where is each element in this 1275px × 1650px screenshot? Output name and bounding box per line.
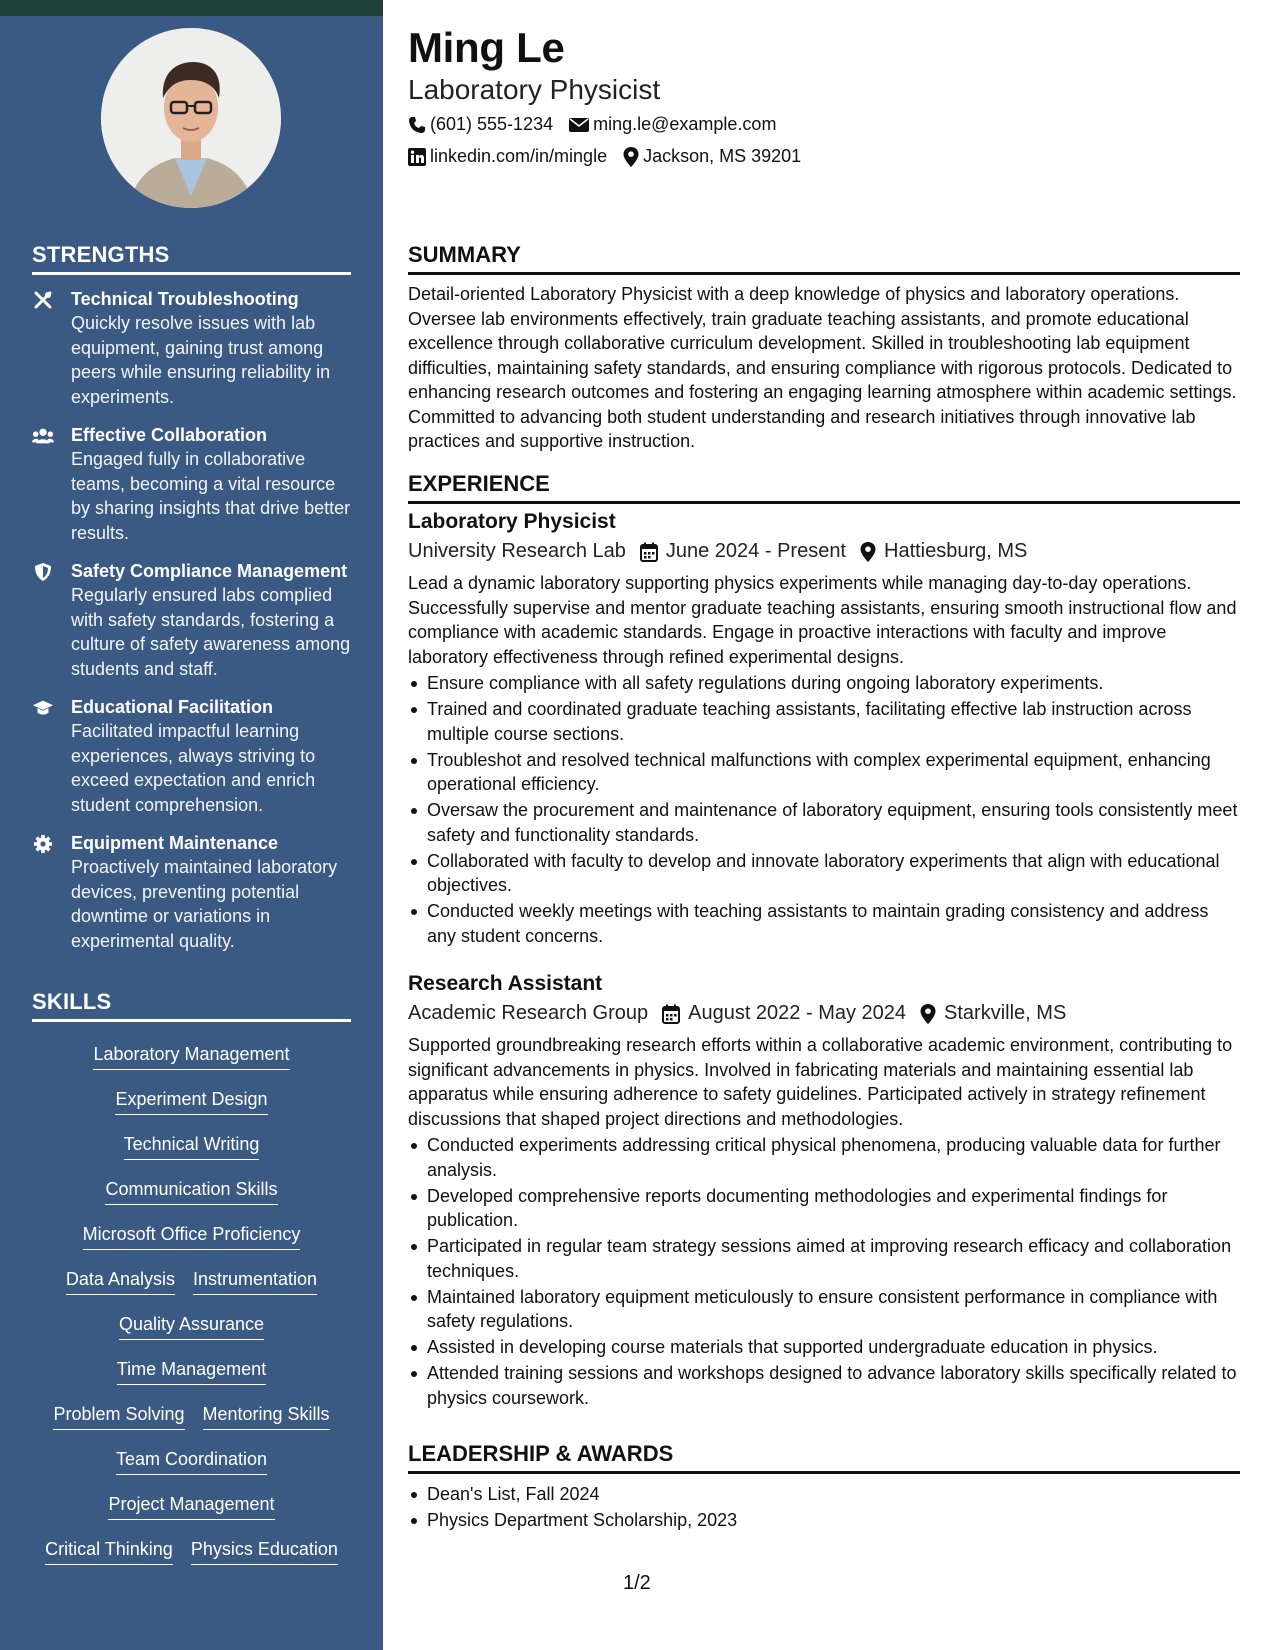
job-bullets <box>408 1133 1240 1410</box>
skill-tag: Quality Assurance <box>119 1312 264 1340</box>
job-description: Lead a dynamic laboratory supporting physics experiments while managing day-to-day operations. Successfully supervise and mentor graduate teaching assistants, ensuring smooth instructional flow and compliance with academic standards. Engage in proactive interactions with faculty and improve laboratory effectiveness through refined experimental designs. <box>408 573 1237 667</box>
email-contact[interactable] <box>569 114 776 135</box>
map-pin-icon <box>623 147 639 167</box>
job-meta <box>408 1002 1240 1025</box>
location-contact <box>623 146 801 167</box>
skills-heading: SKILLS <box>32 989 351 1022</box>
linkedin-contact[interactable] <box>408 146 607 167</box>
job-title: Laboratory Physicist <box>408 510 616 533</box>
location-text: Jackson, MS 39201 <box>643 146 802 166</box>
skill-tag: Laboratory Management <box>93 1042 289 1070</box>
map-pin-icon <box>920 1004 936 1024</box>
experience-heading: EXPERIENCE <box>408 471 1240 504</box>
strength-title: Equipment Maintenance <box>71 833 279 853</box>
list-item: Dean's List, Fall 2024 <box>408 1482 1240 1507</box>
skill-tag: Technical Writing <box>124 1132 260 1160</box>
calendar-icon <box>640 542 658 562</box>
shield-icon <box>32 561 54 583</box>
strength-description: Proactively maintained laboratory devices, preventing potential downtime or variations in experimental quality. <box>71 857 338 951</box>
page-number: 1/2 <box>623 1572 651 1594</box>
skill-tag: Project Management <box>108 1492 274 1520</box>
job-company: Academic Research Group <box>408 1002 649 1024</box>
list-item: Conducted weekly meetings with teaching assistants to maintain grading consistency and address any student concerns. <box>408 899 1240 948</box>
skill-tag: Mentoring Skills <box>203 1402 330 1430</box>
candidate-name: Ming Le <box>408 24 565 71</box>
skill-tag: Experiment Design <box>115 1087 267 1115</box>
linkedin-icon <box>408 148 426 166</box>
skill-tag: Communication Skills <box>105 1177 277 1205</box>
calendar-icon <box>662 1004 680 1024</box>
list-item: Developed comprehensive reports documenting methodologies and experimental findings for publication. <box>408 1184 1240 1233</box>
job-company: University Research Lab <box>408 540 626 562</box>
skill-tag: Physics Education <box>191 1537 338 1565</box>
strength-item <box>32 831 351 953</box>
list-item: Oversaw the procurement and maintenance of laboratory equipment, ensuring tools consistently meet safety and functionality standards. <box>408 798 1240 847</box>
skill-tag: Team Coordination <box>116 1447 267 1475</box>
list-item: Physics Department Scholarship, 2023 <box>408 1508 1240 1533</box>
list-item: Participated in regular team strategy sessions aimed at improving research efficacy and collaboration techniques. <box>408 1234 1240 1283</box>
users-icon <box>32 425 54 447</box>
skills-section <box>32 989 351 1582</box>
email-text: ming.le@example.com <box>593 114 777 134</box>
strength-description: Quickly resolve issues with lab equipment, gaining trust among peers while ensuring reliability in experiments. <box>71 313 331 407</box>
skill-tag: Critical Thinking <box>45 1537 173 1565</box>
strengths-section <box>32 242 351 953</box>
awards-list <box>408 1482 1240 1534</box>
map-pin-icon <box>860 542 876 562</box>
graduation-cap-icon <box>32 697 54 719</box>
strength-description: Regularly ensured labs complied with safety standards, fostering a culture of safety awareness among students and staff. <box>71 585 351 679</box>
strength-title: Technical Troubleshooting <box>71 289 299 309</box>
summary-text: Detail-oriented Laboratory Physicist with a deep knowledge of physics and laboratory operations. Oversee lab environments effectively, train graduate teaching assistants, and promote educational excellence through collaborative curriculum development. Skilled in troubleshooting lab equipment difficulties, maintaining safety standards, and ensuring compliance with rigorous protocols. Dedicated to enhancing research outcomes and fostering an engaging learning atmosphere within academic settings. Committed to advancing both student understanding and research initiatives through innovative lab practices and supportive instruction. <box>408 284 1237 451</box>
tools-icon <box>32 289 54 311</box>
phone-icon <box>408 116 426 134</box>
skill-tag: Time Management <box>117 1357 266 1385</box>
strength-description: Facilitated impactful learning experiences, always striving to exceed expectation and enrich student comprehension. <box>71 721 316 815</box>
job-description: Supported groundbreaking research efforts within a collaborative academic environment, contributing to significant advancements in physics. Involved in fabricating materials and maintaining essential lab apparatus while ensuring adherence to safety guidelines. Participated actively in strategy refinement discussions that shaped project directions and methodologies. <box>408 1035 1233 1129</box>
skill-tag: Data Analysis <box>66 1267 175 1295</box>
phone-text: (601) 555-1234 <box>430 114 554 134</box>
list-item: Conducted experiments addressing critical physical phenomena, producing valuable data for further analysis. <box>408 1133 1240 1182</box>
job-title: Research Assistant <box>408 972 603 995</box>
sidebar-top-bar <box>0 0 383 16</box>
strength-item <box>32 287 351 409</box>
strength-item <box>32 559 351 681</box>
profile-photo <box>101 28 281 208</box>
contact-line-2 <box>408 146 801 167</box>
list-item: Ensure compliance with all safety regulations during ongoing laboratory experiments. <box>408 671 1240 696</box>
strength-title: Safety Compliance Management <box>71 561 348 581</box>
job-entry <box>408 510 1240 950</box>
job-location: Hattiesburg, MS <box>884 540 1028 562</box>
list-item: Attended training sessions and workshops designed to advance laboratory skills specifically related to physics coursework. <box>408 1361 1240 1410</box>
strength-title: Effective Collaboration <box>71 425 268 445</box>
strength-title: Educational Facilitation <box>71 697 274 717</box>
skill-tag: Instrumentation <box>193 1267 317 1295</box>
gear-icon <box>32 833 54 855</box>
summary-heading: SUMMARY <box>408 242 1240 275</box>
envelope-icon <box>569 117 589 133</box>
candidate-title: Laboratory Physicist <box>408 74 661 105</box>
awards-heading: LEADERSHIP & AWARDS <box>408 1441 1240 1474</box>
list-item: Maintained laboratory equipment meticulously to ensure consistent performance in compliance with safety regulations. <box>408 1285 1240 1334</box>
job-dates: June 2024 - Present <box>665 540 846 562</box>
list-item: Assisted in developing course materials that supported undergraduate education in physics. <box>408 1335 1240 1360</box>
strength-item <box>32 423 351 545</box>
strength-description: Engaged fully in collaborative teams, becoming a vital resource by sharing insights that drive better results. <box>71 449 351 543</box>
contact-line-1 <box>408 114 776 135</box>
strengths-heading: STRENGTHS <box>32 242 351 275</box>
skill-tag: Microsoft Office Proficiency <box>83 1222 301 1250</box>
sidebar <box>0 0 383 1650</box>
job-dates: August 2022 - May 2024 <box>688 1002 907 1024</box>
job-entry <box>408 972 1240 1412</box>
strength-item <box>32 695 351 817</box>
phone-contact <box>408 114 553 135</box>
list-item: Troubleshot and resolved technical malfunctions with complex experimental equipment, enhancing operational efficiency. <box>408 748 1240 797</box>
list-item: Trained and coordinated graduate teaching assistants, facilitating effective lab instruction across multiple course sections. <box>408 697 1240 746</box>
linkedin-text: linkedin.com/in/mingle <box>430 146 608 166</box>
list-item: Collaborated with faculty to develop and innovate laboratory experiments that align with educational objectives. <box>408 849 1240 898</box>
skill-tag: Problem Solving <box>53 1402 184 1430</box>
job-bullets <box>408 671 1240 948</box>
job-meta <box>408 540 1240 563</box>
job-location: Starkville, MS <box>944 1002 1067 1024</box>
skills-list <box>32 1042 351 1582</box>
